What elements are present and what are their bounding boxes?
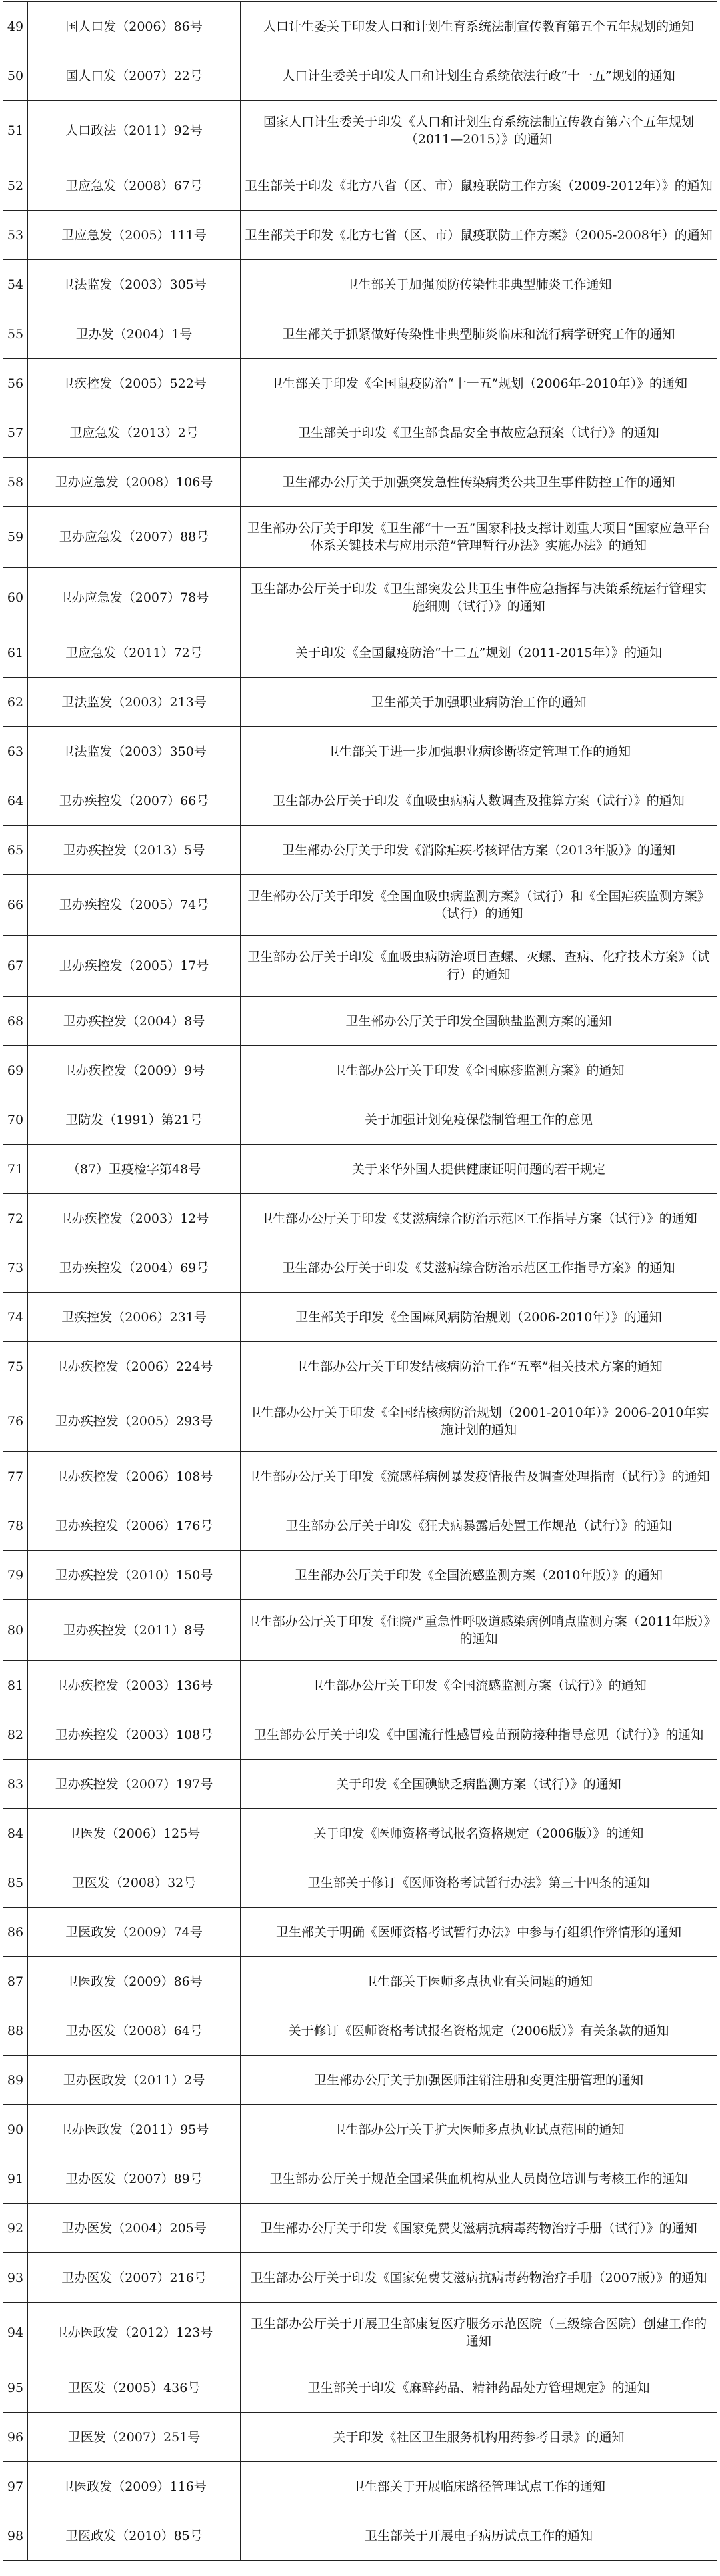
table-row — [3, 1095, 717, 1145]
row-number: 82 — [3, 1710, 28, 1760]
document-code: 卫办医发（2004）205号 — [28, 2204, 241, 2253]
document-code: 卫办应急发（2008）106号 — [28, 458, 241, 507]
row-number: 67 — [3, 936, 28, 997]
table-row — [3, 1194, 717, 1243]
table-row — [3, 1858, 717, 1908]
table-row — [3, 776, 717, 826]
document-code: 卫办疾控发（2009）9号 — [28, 1046, 241, 1095]
table-row — [3, 359, 717, 408]
document-title: 卫生部办公厅关于印发《国家免费艾滋病抗病毒药物治疗手册（2007版）》的通知 — [241, 2253, 717, 2303]
document-code: 卫办疾控发（2004）69号 — [28, 1243, 241, 1293]
document-title: 卫生部关于印发《北方八省（区、市）鼠疫联防工作方案（2009-2012年）》的通知 — [241, 161, 717, 211]
document-title: 卫生部办公厅关于印发《国家免费艾滋病抗病毒药物治疗手册（试行）》的通知 — [241, 2204, 717, 2253]
document-code: 卫应急发（2008）67号 — [28, 161, 241, 211]
document-title: 关于来华外国人提供健康证明问题的若干规定 — [241, 1145, 717, 1194]
document-code: 卫办疾控发（2013）5号 — [28, 826, 241, 875]
table-row — [3, 1342, 717, 1391]
document-title: 卫生部关于印发《北方七省（区、市）鼠疫联防工作方案》（2005-2008年）的通知 — [241, 211, 717, 260]
row-number: 60 — [3, 568, 28, 628]
row-number: 96 — [3, 2413, 28, 2462]
table-row — [3, 101, 717, 161]
row-number: 61 — [3, 628, 28, 678]
document-code: 卫办疾控发（2011）8号 — [28, 1600, 241, 1661]
document-code: 卫医政发（2009）86号 — [28, 1957, 241, 2006]
table-row — [3, 2154, 717, 2204]
row-number: 53 — [3, 211, 28, 260]
document-title: 卫生部办公厅关于印发《住院严重急性呼吸道感染病例哨点监测方案（2011年版）》的通知 — [241, 1600, 717, 1661]
document-title: 卫生部关于印发《卫生部食品安全事故应急预案（试行）》的通知 — [241, 408, 717, 458]
table-row — [3, 1760, 717, 1809]
document-code: 卫办医发（2008）64号 — [28, 2006, 241, 2056]
document-code: 国人口发（2006）86号 — [28, 2, 241, 51]
table-row — [3, 1452, 717, 1501]
row-number: 59 — [3, 507, 28, 568]
document-code: 卫疾控发（2006）231号 — [28, 1293, 241, 1342]
row-number: 58 — [3, 458, 28, 507]
table-row — [3, 2303, 717, 2363]
table-row — [3, 1046, 717, 1095]
document-title: 卫生部关于印发《麻醉药品、精神药品处方管理规定》的通知 — [241, 2363, 717, 2413]
document-title: 卫生部关于抓紧做好传染性非典型肺炎临床和流行病学研究工作的通知 — [241, 309, 717, 359]
table-row — [3, 2511, 717, 2561]
table-row — [3, 1145, 717, 1194]
document-title: 关于印发《社区卫生服务机构用药参考目录》的通知 — [241, 2413, 717, 2462]
table-row — [3, 2363, 717, 2413]
row-number: 74 — [3, 1293, 28, 1342]
table-body — [3, 2, 717, 2561]
table-row — [3, 161, 717, 211]
document-title: 人口计生委关于印发人口和计划生育系统依法行政“十一五”规划的通知 — [241, 51, 717, 101]
row-number: 62 — [3, 678, 28, 727]
table-row — [3, 727, 717, 776]
document-code: 卫办疾控发（2005）74号 — [28, 875, 241, 936]
document-code: 卫防发（1991）第21号 — [28, 1095, 241, 1145]
document-code: 卫医政发（2009）74号 — [28, 1908, 241, 1957]
table-row — [3, 1661, 717, 1710]
document-code: 卫应急发（2013）2号 — [28, 408, 241, 458]
row-number: 92 — [3, 2204, 28, 2253]
document-title: 卫生部办公厅关于印发《血吸虫病防治项目查螺、灭螺、查病、化疗技术方案》（试行）的通知 — [241, 936, 717, 997]
document-code: 卫办疾控发（2007）197号 — [28, 1760, 241, 1809]
table-row — [3, 2006, 717, 2056]
document-title: 关于印发《医师资格考试报名资格规定（2006版）》的通知 — [241, 1809, 717, 1858]
document-title: 卫生部办公厅关于印发《艾滋病综合防治示范区工作指导方案》的通知 — [241, 1243, 717, 1293]
document-code: 卫办疾控发（2003）12号 — [28, 1194, 241, 1243]
document-title: 人口计生委关于印发人口和计划生育系统法制宣传教育第五个五年规划的通知 — [241, 2, 717, 51]
table-row — [3, 2105, 717, 2154]
document-title: 卫生部关于开展临床路径管理试点工作的通知 — [241, 2462, 717, 2511]
document-code: 卫办疾控发（2006）224号 — [28, 1342, 241, 1391]
document-code: 卫法监发（2003）350号 — [28, 727, 241, 776]
table-row — [3, 875, 717, 936]
document-title: 卫生部关于加强职业病防治工作的通知 — [241, 678, 717, 727]
table-row — [3, 1809, 717, 1858]
row-number: 91 — [3, 2154, 28, 2204]
document-code: 国人口发（2007）22号 — [28, 51, 241, 101]
document-title: 卫生部关于医师多点执业有关问题的通知 — [241, 1957, 717, 2006]
document-title: 卫生部办公厅关于印发《全国流感监测方案（2010年版）》的通知 — [241, 1551, 717, 1600]
row-number: 66 — [3, 875, 28, 936]
document-title: 卫生部办公厅关于印发《全国结核病防治规划（2001-2010年）》2006-2010年实施计划的通知 — [241, 1391, 717, 1452]
table-row — [3, 2413, 717, 2462]
document-code: 卫办疾控发（2010）150号 — [28, 1551, 241, 1600]
document-code: 卫办医政发（2011）2号 — [28, 2056, 241, 2105]
document-title: 卫生部办公厅关于印发《卫生部“十一五”国家科技支撑计划重大项目“国家应急平台体系关键技术与应用示范”管理暂行办法》实施办法》的通知 — [241, 507, 717, 568]
table-row — [3, 997, 717, 1046]
document-title: 卫生部办公厅关于开展卫生部康复医疗服务示范医院（三级综合医院）创建工作的通知 — [241, 2303, 717, 2363]
row-number: 80 — [3, 1600, 28, 1661]
table-row — [3, 51, 717, 101]
document-code: 卫办医发（2007）89号 — [28, 2154, 241, 2204]
table-row — [3, 2253, 717, 2303]
document-code: 卫办应急发（2007）88号 — [28, 507, 241, 568]
document-title: 卫生部办公厅关于印发《艾滋病综合防治示范区工作指导方案（试行）》的通知 — [241, 1194, 717, 1243]
document-code: 卫医发（2006）125号 — [28, 1809, 241, 1858]
document-title: 卫生部办公厅关于印发《狂犬病暴露后处置工作规范（试行）》的通知 — [241, 1501, 717, 1551]
row-number: 68 — [3, 997, 28, 1046]
document-title: 国家人口计生委关于印发《人口和计划生育系统法制宣传教育第六个五年规划（2011—2015）》的通知 — [241, 101, 717, 161]
row-number: 72 — [3, 1194, 28, 1243]
document-code: 卫办疾控发（2003）136号 — [28, 1661, 241, 1710]
document-code: 卫医发（2005）436号 — [28, 2363, 241, 2413]
row-number: 69 — [3, 1046, 28, 1095]
table-row — [3, 1551, 717, 1600]
document-title: 卫生部办公厅关于印发结核病防治工作“五率”相关技术方案的通知 — [241, 1342, 717, 1391]
row-number: 50 — [3, 51, 28, 101]
document-title: 卫生部关于进一步加强职业病诊断鉴定管理工作的通知 — [241, 727, 717, 776]
document-title: 关于印发《全国鼠疫防治“十二五”规划（2011-2015年）》的通知 — [241, 628, 717, 678]
row-number: 87 — [3, 1957, 28, 2006]
document-code: 卫医政发（2010）85号 — [28, 2511, 241, 2561]
row-number: 75 — [3, 1342, 28, 1391]
table-row — [3, 458, 717, 507]
document-code: 卫法监发（2003）305号 — [28, 260, 241, 309]
document-code: 卫办疾控发（2003）108号 — [28, 1710, 241, 1760]
row-number: 55 — [3, 309, 28, 359]
document-title: 卫生部办公厅关于加强医师注销注册和变更注册管理的通知 — [241, 2056, 717, 2105]
table-row — [3, 628, 717, 678]
row-number: 65 — [3, 826, 28, 875]
document-title: 卫生部关于开展电子病历试点工作的通知 — [241, 2511, 717, 2561]
document-title: 卫生部办公厅关于印发《中国流行性感冒疫苗预防接种指导意见（试行）》的通知 — [241, 1710, 717, 1760]
row-number: 89 — [3, 2056, 28, 2105]
row-number: 56 — [3, 359, 28, 408]
document-code: 卫办疾控发（2007）66号 — [28, 776, 241, 826]
row-number: 52 — [3, 161, 28, 211]
row-number: 63 — [3, 727, 28, 776]
document-title: 卫生部办公厅关于印发《卫生部突发公共卫生事件应急指挥与决策系统运行管理实施细则（试行）》的通知 — [241, 568, 717, 628]
row-number: 95 — [3, 2363, 28, 2413]
document-code: 卫办医政发（2012）123号 — [28, 2303, 241, 2363]
row-number: 73 — [3, 1243, 28, 1293]
document-title: 卫生部办公厅关于印发《消除疟疾考核评估方案（2013年版）》的通知 — [241, 826, 717, 875]
row-number: 93 — [3, 2253, 28, 2303]
document-title: 卫生部关于加强预防传染性非典型肺炎工作通知 — [241, 260, 717, 309]
document-code: 卫应急发（2011）72号 — [28, 628, 241, 678]
document-code: 卫办疾控发（2005）17号 — [28, 936, 241, 997]
table-row — [3, 2204, 717, 2253]
document-title: 卫生部办公厅关于规范全国采供血机构从业人员岗位培训与考核工作的通知 — [241, 2154, 717, 2204]
table-row — [3, 2, 717, 51]
document-title: 卫生部办公厅关于印发全国碘盐监测方案的通知 — [241, 997, 717, 1046]
row-number: 81 — [3, 1661, 28, 1710]
document-title: 关于修订《医师资格考试报名资格规定（2006版）》有关条款的通知 — [241, 2006, 717, 2056]
document-code: 卫办疾控发（2006）176号 — [28, 1501, 241, 1551]
row-number: 97 — [3, 2462, 28, 2511]
document-title: 卫生部办公厅关于印发《流感样病例暴发疫情报告及调查处理指南（试行）》的通知 — [241, 1452, 717, 1501]
document-title: 卫生部关于印发《全国麻风病防治规划（2006-2010年）》的通知 — [241, 1293, 717, 1342]
document-code: 卫办疾控发（2005）293号 — [28, 1391, 241, 1452]
document-title: 关于印发《全国碘缺乏病监测方案（试行）》的通知 — [241, 1760, 717, 1809]
row-number: 84 — [3, 1809, 28, 1858]
document-title: 卫生部办公厅关于印发《全国流感监测方案（试行）》的通知 — [241, 1661, 717, 1710]
document-title: 关于加强计划免疫保偿制管理工作的意见 — [241, 1095, 717, 1145]
table-row — [3, 1243, 717, 1293]
table-row — [3, 309, 717, 359]
document-code: 卫办疾控发（2004）8号 — [28, 997, 241, 1046]
document-title: 卫生部关于明确《医师资格考试暂行办法》中参与有组织作弊情形的通知 — [241, 1908, 717, 1957]
document-code: 卫法监发（2003）213号 — [28, 678, 241, 727]
row-number: 90 — [3, 2105, 28, 2154]
document-code: 卫医发（2008）32号 — [28, 1858, 241, 1908]
document-code: 卫应急发（2005）111号 — [28, 211, 241, 260]
table-row — [3, 507, 717, 568]
document-table — [3, 1, 717, 2561]
document-code: 卫办应急发（2007）78号 — [28, 568, 241, 628]
table-row — [3, 568, 717, 628]
row-number: 49 — [3, 2, 28, 51]
document-title: 卫生部关于修订《医师资格考试暂行办法》第三十四条的通知 — [241, 1858, 717, 1908]
document-code: 卫疾控发（2005）522号 — [28, 359, 241, 408]
row-number: 79 — [3, 1551, 28, 1600]
table-row — [3, 1600, 717, 1661]
row-number: 51 — [3, 101, 28, 161]
row-number: 85 — [3, 1858, 28, 1908]
document-title: 卫生部办公厅关于印发《全国血吸虫病监测方案》（试行）和《全国疟疾监测方案》（试行）的通知 — [241, 875, 717, 936]
document-code: 卫办医发（2007）216号 — [28, 2253, 241, 2303]
row-number: 94 — [3, 2303, 28, 2363]
document-code: 卫医发（2007）251号 — [28, 2413, 241, 2462]
document-code: 卫医政发（2009）116号 — [28, 2462, 241, 2511]
table-row — [3, 211, 717, 260]
document-code: 卫办医政发（2011）95号 — [28, 2105, 241, 2154]
table-row — [3, 2056, 717, 2105]
row-number: 57 — [3, 408, 28, 458]
row-number: 54 — [3, 260, 28, 309]
row-number: 76 — [3, 1391, 28, 1452]
table-row — [3, 1710, 717, 1760]
table-row — [3, 826, 717, 875]
table-row — [3, 936, 717, 997]
row-number: 64 — [3, 776, 28, 826]
row-number: 86 — [3, 1908, 28, 1957]
table-row — [3, 2462, 717, 2511]
document-code: 卫办发（2004）1号 — [28, 309, 241, 359]
document-code: 卫办疾控发（2006）108号 — [28, 1452, 241, 1501]
row-number: 88 — [3, 2006, 28, 2056]
row-number: 98 — [3, 2511, 28, 2561]
row-number: 70 — [3, 1095, 28, 1145]
table-row — [3, 1501, 717, 1551]
document-title: 卫生部关于印发《全国鼠疫防治“十一五”规划（2006年-2010年）》的通知 — [241, 359, 717, 408]
document-title: 卫生部办公厅关于印发《血吸虫病病人数调查及推算方案（试行）》的通知 — [241, 776, 717, 826]
table-row — [3, 1908, 717, 1957]
table-row — [3, 408, 717, 458]
table-row — [3, 678, 717, 727]
row-number: 71 — [3, 1145, 28, 1194]
table-row — [3, 260, 717, 309]
table-row — [3, 1957, 717, 2006]
document-code: （87）卫疫检字第48号 — [28, 1145, 241, 1194]
document-title: 卫生部办公厅关于加强突发急性传染病类公共卫生事件防控工作的通知 — [241, 458, 717, 507]
document-title: 卫生部办公厅关于印发《全国麻疹监测方案》的通知 — [241, 1046, 717, 1095]
table-row — [3, 1293, 717, 1342]
row-number: 78 — [3, 1501, 28, 1551]
table-row — [3, 1391, 717, 1452]
row-number: 77 — [3, 1452, 28, 1501]
document-code: 人口政法（2011）92号 — [28, 101, 241, 161]
document-title: 卫生部办公厅关于扩大医师多点执业试点范围的通知 — [241, 2105, 717, 2154]
row-number: 83 — [3, 1760, 28, 1809]
